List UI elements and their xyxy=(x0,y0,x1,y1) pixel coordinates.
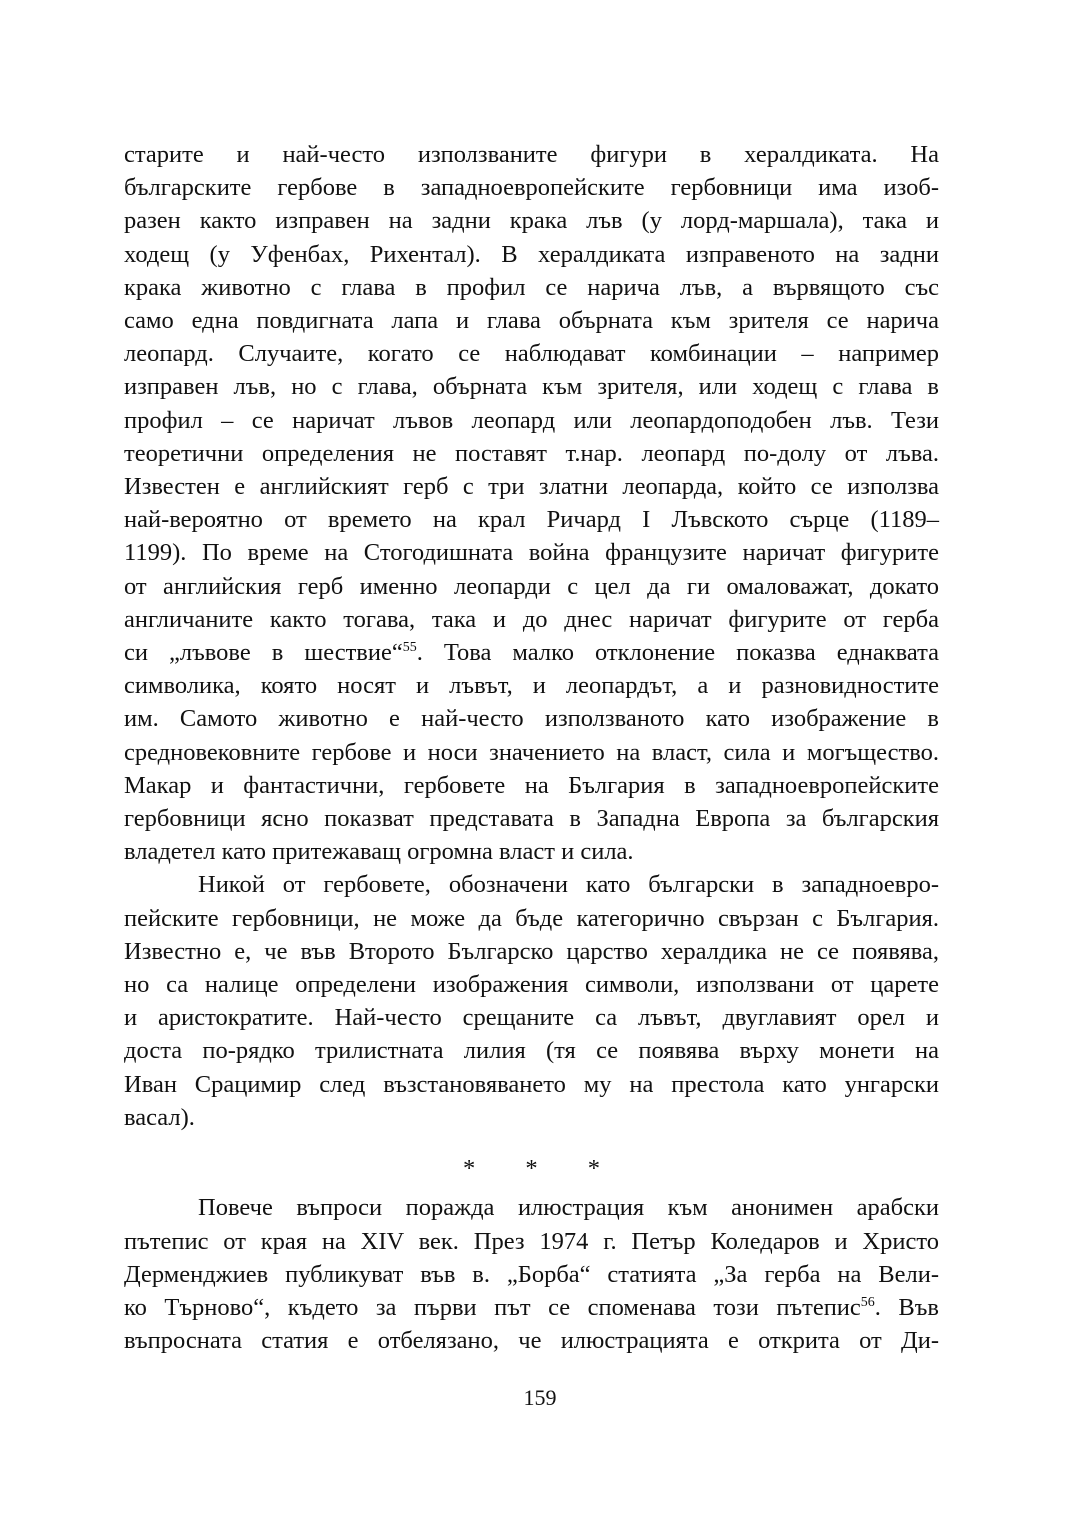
paragraph-2 xyxy=(124,868,939,1134)
text-line: доста по-рядко трилистната лилия (тя се появява върху монети на xyxy=(124,1037,939,1065)
text-line: теоретични определения не поставят т.нар. леопард по-долу от лъва. xyxy=(124,439,939,467)
text-line: профил – се наричат лъвов леопард или леопардоподобен лъв. Тези xyxy=(124,406,939,434)
section-separator: * * * xyxy=(463,1155,622,1183)
text-line: владетел като притежаващ огромна власт и сила. xyxy=(124,838,634,866)
text-line: най-вероятно от времето на крал Ричард I Лъвското сърце (1189– xyxy=(124,506,939,534)
text-line: леопард. Случаите, когато се наблюдават комбинации – например xyxy=(124,340,939,368)
text-line: старите и най-често използваните фигури в хералдиката. На xyxy=(124,141,939,168)
text-line: крака животно с глава в профил се нарича лъв, а вървящото със xyxy=(124,273,939,301)
text-line: символика, която носят и лъвът, и леопардът, а и разновидностите xyxy=(124,672,939,700)
text-line: Дерменджиев публикуват във в. „Борба“ статията „За герба на Вели- xyxy=(124,1260,939,1288)
paragraph-1 xyxy=(124,138,939,868)
text-line: 1199). По време на Стогодишната война французите наричат фигурите xyxy=(124,539,939,567)
text-line: Известно е, че във Второто Българско царство хералдика не се появява, xyxy=(124,937,939,965)
text-line: пътепис от края на XIV век. През 1974 г. Петър Коледаров и Христо xyxy=(124,1227,939,1255)
text-line: васал). xyxy=(124,1103,195,1131)
text-segment: . Във xyxy=(874,1293,940,1321)
text-segment: си „лъвове в шествие“ xyxy=(124,639,403,667)
text-line: въпросната статия е отбелязано, че илюстрацията е открита от Ди- xyxy=(124,1327,939,1355)
text-line: средновековните гербове и носи значението на власт, сила и могъщество. xyxy=(124,738,939,766)
page-number: 159 xyxy=(523,1385,557,1410)
text-line: от английския герб именно леопарди с цел да ги омаловажат, докато xyxy=(124,572,939,600)
text-line: разен както изправен на задни крака лъв (у лорд-маршала), така и xyxy=(124,207,939,235)
text-line: Никой от гербовете, обозначени като български в западноевро- xyxy=(198,871,939,899)
text-line: пейските гербовници, не може да бъде категорично свързан с България. xyxy=(124,904,939,932)
text-line: Иван Срацимир след възстановяването му на престола като унгарски xyxy=(124,1070,939,1098)
page-body xyxy=(124,138,939,1357)
text-line-with-footnote xyxy=(124,1291,939,1324)
text-line-with-footnote xyxy=(124,636,939,669)
text-segment: . Това малко отклонение показва еднаквата xyxy=(416,639,939,667)
text-line: англичаните както тогава, така и до днес наричат фигурите от герба xyxy=(124,605,939,633)
text-line: Макар и фантастични, гербовете на България в западноевропейските xyxy=(124,771,939,799)
paragraph-3 xyxy=(124,1191,939,1357)
text-line: изправен лъв, но с глава, обърната към зрителя, или ходещ с глава в xyxy=(124,373,939,401)
text-segment: ко Търново“, където за първи път се споменава този пътепис xyxy=(124,1293,861,1321)
text-line: гербовници ясно показват представата в Западна Европа за българския xyxy=(124,805,939,833)
text-line: Повече въпроси поражда илюстрация към анонимен арабски xyxy=(198,1194,939,1222)
text-line: българските гербове в западноевропейските гербовници има изоб- xyxy=(124,174,939,202)
text-line: им. Самото животно е най-често използваното като изображение в xyxy=(124,705,939,733)
text-line: но са налице определени изображения символи, използвани от царете xyxy=(124,971,939,999)
text-line: ходещ (у Уфенбах, Рихентал). В хералдиката изправеното на задни xyxy=(124,240,939,268)
text-line: само една повдигната лапа и глава обърната към зрителя се нарича xyxy=(124,307,939,335)
text-line: Известен е английският герб с три златни леопарда, който се използва xyxy=(124,473,939,501)
footnote-marker-56[interactable]: 56 xyxy=(860,1294,875,1310)
footnote-marker-55[interactable]: 55 xyxy=(402,639,417,655)
text-line: и аристократите. Най-често срещаните са лъвът, двуглавият орел и xyxy=(124,1004,939,1032)
